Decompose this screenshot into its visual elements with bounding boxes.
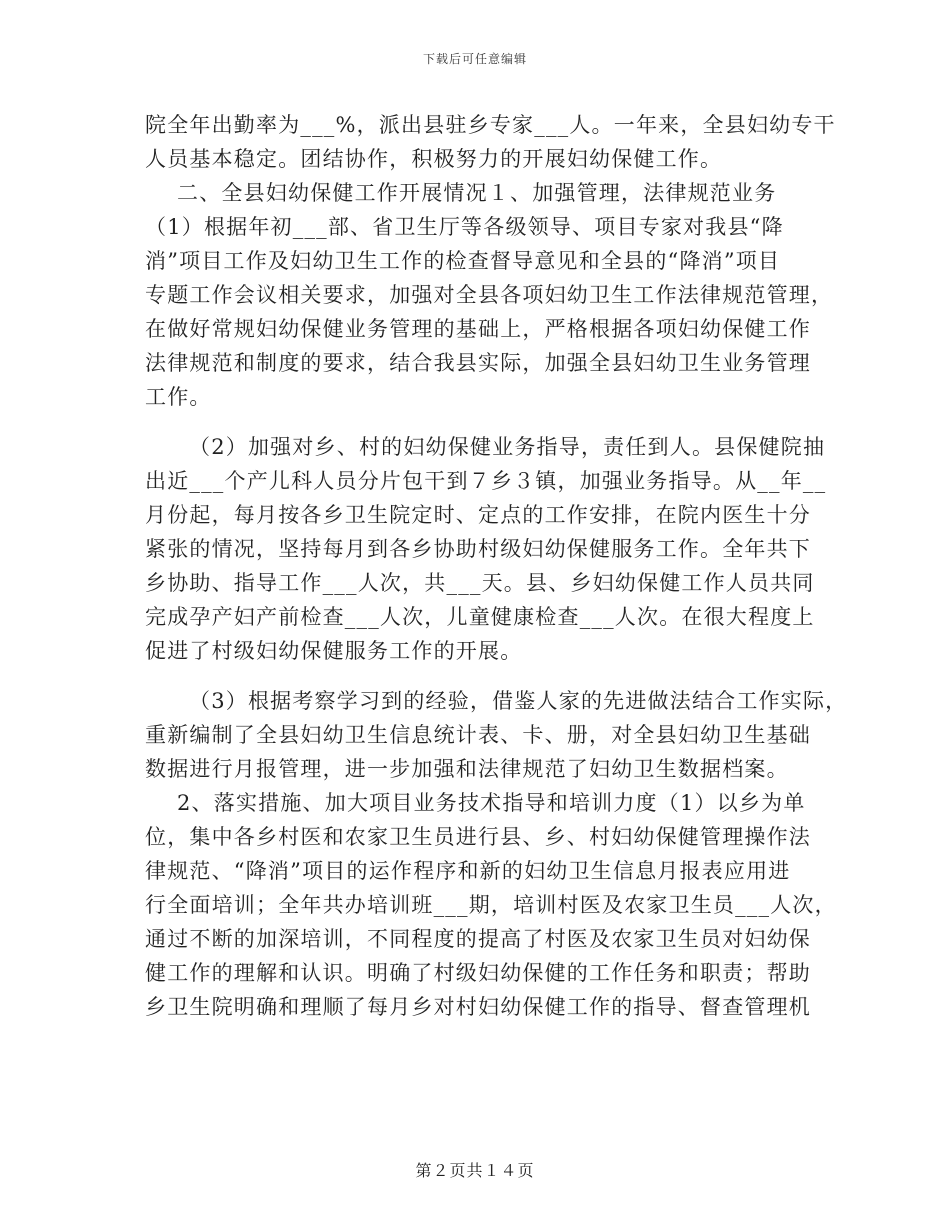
body-line: 出近___个产儿科人员分片包干到７乡３镇，加强业务指导。从__年__ — [145, 469, 827, 493]
body-line: 律规范、“降消”项目的运作程序和新的妇幼卫生信息月报表应用进 — [145, 859, 791, 883]
body-line: 人员基本稳定。团结协作，积极努力的开展妇幼保健工作。 — [145, 147, 723, 171]
body-line: 专题工作会议相关要求，加强对全县各项妇幼卫生工作法律规范管理， — [145, 283, 834, 307]
body-line: 乡协助、指导工作___人次，共___天。县、乡妇幼保健工作人员共同 — [145, 571, 815, 595]
page-header: 下载后可任意编辑 — [422, 52, 527, 66]
body-line: 乡卫生院明确和理顺了每月乡对村妇幼保健工作的指导、督查管理机 — [145, 995, 811, 1019]
body-line: 重新编制了全县妇幼卫生信息统计表、卡、册，对全县妇幼卫生基础 — [145, 723, 811, 747]
body-line: 在做好常规妇幼保健业务管理的基础上，严格根据各项妇幼保健工作 — [145, 317, 811, 341]
body-line: 紧张的情况，坚持每月到各乡协助村级妇幼保健服务工作。全年共下 — [145, 537, 811, 561]
page-number: 第２页共１４页 — [415, 1161, 535, 1180]
body-line: 院全年出勤率为___%，派出县驻乡专家___人。一年来，全县妇幼专干 — [145, 113, 836, 137]
body-line: 通过不断的加深培训，不同程度的提高了村医及农家卫生员对妇幼保 — [145, 927, 811, 951]
paragraph-gap — [145, 668, 810, 684]
section-heading: 2、落实措施、加大项目业务技术指导和培训力度（1）以乡为单 — [177, 791, 806, 815]
body-line: （3）根据考察学习到的经验，借鉴人家的先进做法结合工作实际， — [189, 689, 848, 713]
paragraph-gap — [145, 414, 810, 430]
document-body — [145, 108, 848, 1024]
body-line: 消”项目工作及妇幼卫生工作的检查督导意见和全县的“降消”项目 — [145, 249, 781, 273]
body-line: 健工作的理解和认识。明确了村级妇幼保健的工作任务和职责；帮助 — [145, 961, 811, 985]
body-line: 促进了村级妇幼保健服务工作的开展。 — [145, 639, 523, 663]
body-line: 位，集中各乡村医和农家卫生员进行县、乡、村妇幼保健管理操作法 — [145, 825, 811, 849]
body-line: 行全面培训；全年共办培训班___期，培训村医及农家卫生员___人次， — [145, 893, 837, 917]
body-line: 完成孕产妇产前检查___人次，儿童健康检查___人次。在很大程度上 — [145, 605, 815, 629]
body-line: 法律规范和制度的要求，结合我县实际，加强全县妇幼卫生业务管理 — [145, 351, 811, 375]
section-heading: 二、全县妇幼保健工作开展情况１、加强管理，法律规范业务 — [177, 181, 777, 205]
body-line: 数据进行月报管理，进一步加强和法律规范了妇幼卫生数据档案。 — [145, 757, 789, 781]
body-line: 工作。 — [145, 385, 212, 409]
body-line: （1）根据年初___部、省卫生厅等各级领导、项目专家对我县“降 — [145, 215, 784, 239]
body-line: 月份起，每月按各乡卫生院定时、定点的工作安排，在院内医生十分 — [145, 503, 811, 527]
body-line: （2）加强对乡、村的妇幼保健业务指导，责任到人。县保健院抽 — [189, 435, 826, 459]
